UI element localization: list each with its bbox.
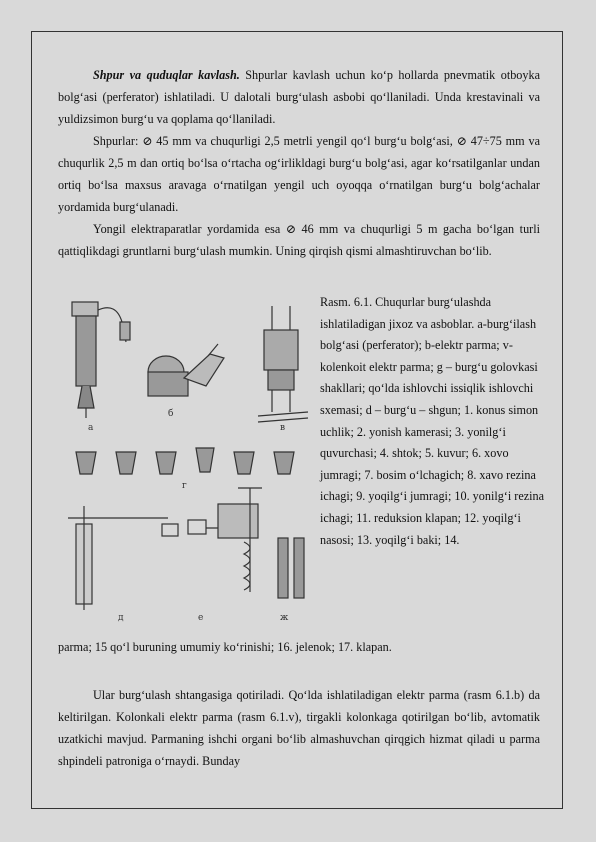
perforator-drawing [72, 302, 130, 418]
figure-sublabel: в [280, 423, 286, 433]
figure-sublabel: д [118, 613, 124, 623]
bottom-text [58, 684, 540, 772]
thermal-drill-scheme [68, 504, 258, 610]
figure-sublabel: г [182, 481, 187, 491]
figure-sublabel: б [168, 409, 174, 419]
paragraph-intro [58, 64, 540, 130]
figure-sublabel: а [88, 423, 94, 433]
figure-sublabel: ж [280, 613, 289, 623]
paragraph-4: Ular burg‘ulash shtangasiga qotiriladi. Qo‘lda ishlatiladigan elektr parma (rasm 6.1.b) da keltirilgan. Kolonkali elektr parma (rasm 6.1.v), tirgakli kolonkaga qotirilgan bo‘lib, avtomatik uzatkichi mavjud. Parmaning ishchi organi bo‘lib almashuvchan qirqgich hizmat qiladi u parma shpindeli patroniga o‘rnaydi. Bunday [58, 688, 540, 768]
intro-text: Shpurlar kavlash uchun ko‘p hollarda pnevmatik otboyka bolg‘asi (perferator) ishlatiladi. U dalotali burg‘ulash asbobi qo‘llaniladi. Unda krestavinali va yuldizsimon burg‘u va qoplama qo‘llaniladi. [58, 68, 540, 126]
figure-sublabel: е [198, 613, 204, 623]
section-heading: Shpur va quduqlar kavlash. [93, 68, 240, 82]
figure-caption: Rasm. 6.1. Chuqurlar burg‘ulashda ishlatiladigan jixoz va asboblar. a-burg‘ilash bolg‘asi (perferator); b-elektr parma; v-kolenkoit elektr parma; g – burg‘u golovkasi shakllari; qo‘lda ishlovchi issiqlik ishlovchi sxemasi; d – burg‘u – shgun; 1. konus simon uchlik; 2. yonish kamerasi; 3. yonilg‘i quvurchasi; 4. shtok; 5. kuvur; 6. xovo jumragi; 7. bosim o‘lchagich; 8. xavo rezina ichagi; 9. yoqilg‘i jumragi; 10. yonilg‘i rezina ichagi; 11. reduksion klapan; 12. yoqilg‘i nasosi; 13. yoqilg‘i baki; 14. [320, 295, 545, 547]
figure-caption-continued: parma; 15 qo‘l buruning umumiy ko‘rinishi; 16. jelenok; 17. klapan. [58, 640, 392, 654]
bit-heads-drawing [76, 448, 294, 474]
column-drill-drawing [258, 306, 308, 422]
top-text [58, 64, 540, 262]
figure-drilling-tools [58, 292, 316, 628]
electric-drill-drawing [148, 344, 224, 396]
figure-illustration [58, 292, 316, 628]
paragraph-2: Shpurlar: ⊘ 45 mm va chuqurligi 2,5 metrli yengil qo‘l burg‘u bolg‘asi, ⊘ 47÷75 mm va chuqurlik 2,5 m dan ortiq bo‘lsa o‘rtacha og‘irlikldagi burg‘u bolg‘asi, agar ko‘rsatilganlar undan ortiq bo‘lsa maxsus aravaga o‘rnatilgan yengil uch oyoqqa o‘rnatilgan burg‘u bolg‘achalar yordamida burg‘ulanadi. [58, 134, 540, 214]
paragraph-3: Yongil elektraparatlar yordamida esa ⊘ 46 mm va chuqurligi 5 m gacha bo‘lgan turli qattiqlikdagi gruntlarni burg‘ulash mumkin. Uning qirqish qismi almashtiruvchan bo‘lib. [58, 222, 540, 258]
